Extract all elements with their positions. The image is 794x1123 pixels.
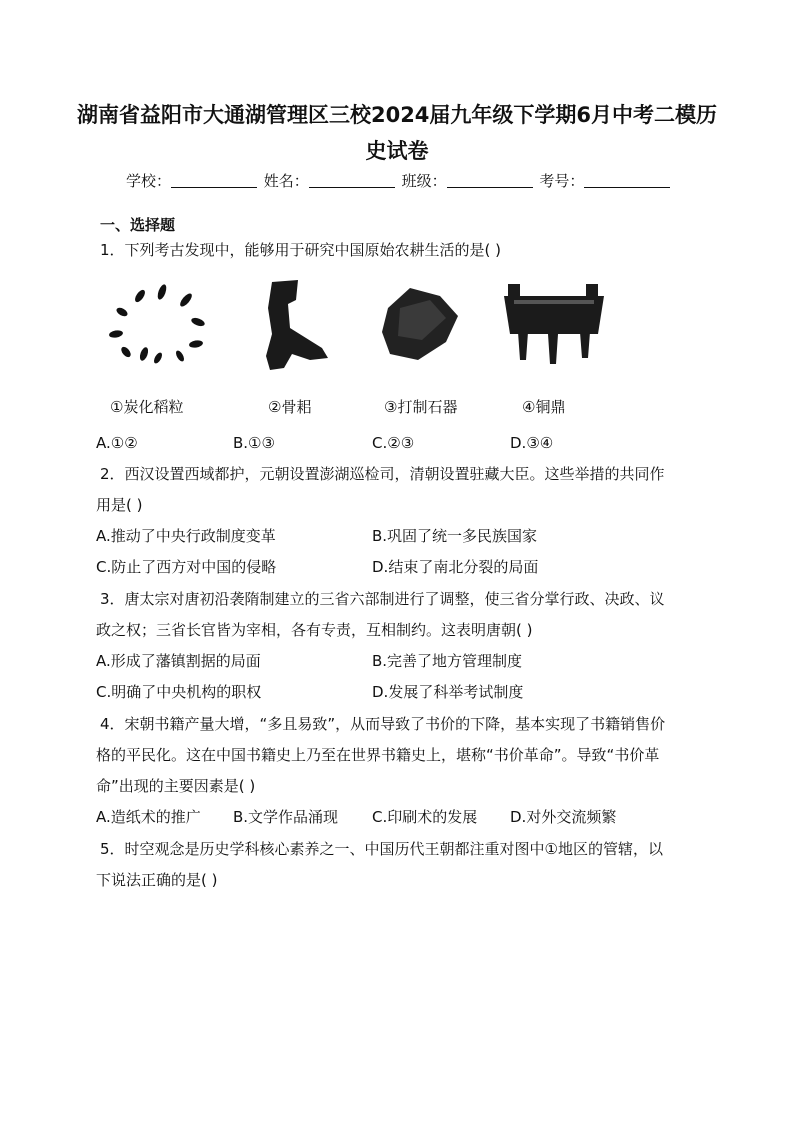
field-number-blank[interactable] (584, 173, 670, 188)
q2-option-c[interactable]: C.防止了西方对中国的侵略 (96, 558, 277, 576)
page-title-line2: 史试卷 (365, 139, 429, 163)
carbonized-rice-icon (108, 283, 205, 364)
q1-option-b[interactable]: B.①③ (233, 434, 275, 452)
q4-stem-line1: 4．宋朝书籍产量大增，“多且易致”，从而导致了书价的下降，基本实现了书籍销售价 (100, 715, 666, 733)
q2-stem-line2: 用是( ) (96, 496, 143, 514)
q1-caption-4: ④铜鼎 (522, 398, 566, 416)
q2-option-d[interactable]: D.结束了南北分裂的局面 (372, 558, 539, 576)
bone-plough-icon (266, 280, 328, 370)
q2-option-a[interactable]: A.推动了中央行政制度变革 (96, 527, 276, 545)
page-title-line1: 湖南省益阳市大通湖管理区三校2024届九年级下学期6月中考二模历 (76, 103, 718, 127)
field-number-label: 考号： (539, 172, 585, 190)
q4-option-d[interactable]: D.对外交流频繁 (510, 808, 617, 826)
q2-stem-line1: 2．西汉设置西域都护，元朝设置澎湖巡检司，清朝设置驻藏大臣。这些举措的共同作 (100, 465, 665, 483)
stone-tool-icon (382, 288, 458, 360)
field-name-blank[interactable] (309, 173, 395, 188)
field-class-blank[interactable] (447, 173, 533, 188)
q3-option-a[interactable]: A.形成了藩镇割据的局面 (96, 652, 261, 670)
q1-option-a[interactable]: A.①② (96, 434, 138, 452)
field-school-blank[interactable] (171, 173, 257, 188)
student-info-row (126, 170, 672, 191)
q2-option-b[interactable]: B.巩固了统一多民族国家 (372, 527, 538, 545)
q3-option-b[interactable]: B.完善了地方管理制度 (372, 652, 523, 670)
field-name-label: 姓名： (263, 172, 309, 190)
section-heading: 一、选择题 (100, 216, 176, 234)
bronze-ding-icon (504, 284, 604, 364)
q5-stem-line2: 下说法正确的是( ) (96, 871, 218, 889)
q3-stem-line2: 政之权；三省长官皆为宰相，各有专责，互相制约。这表明唐朝( ) (96, 621, 533, 639)
field-class-label: 班级： (401, 172, 447, 190)
q1-option-c[interactable]: C.②③ (372, 434, 415, 452)
q1-caption-2: ②骨耜 (268, 398, 312, 416)
q4-option-b[interactable]: B.文学作品涌现 (233, 808, 339, 826)
q1-stem: 1．下列考古发现中，能够用于研究中国原始农耕生活的是( ) (100, 241, 502, 259)
q1-caption-3: ③打制石器 (384, 398, 458, 416)
q1-option-d[interactable]: D.③④ (510, 434, 554, 452)
q4-stem-line3: 命”出现的主要因素是( ) (96, 777, 256, 795)
q4-option-a[interactable]: A.造纸术的推广 (96, 808, 201, 826)
field-school-label: 学校： (126, 172, 172, 190)
q3-option-d[interactable]: D.发展了科举考试制度 (372, 683, 524, 701)
q4-stem-line2: 格的平民化。这在中国书籍史上乃至在世界书籍史上，堪称“书价革命”。导致“书价革 (96, 746, 660, 764)
q1-caption-1: ①炭化稻粒 (110, 398, 184, 416)
q4-option-c[interactable]: C.印刷术的发展 (372, 808, 478, 826)
q3-stem-line1: 3．唐太宗对唐初沿袭隋制建立的三省六部制进行了调整，使三省分掌行政、决政、议 (100, 590, 665, 608)
q3-option-c[interactable]: C.明确了中央机构的职权 (96, 683, 262, 701)
q5-stem-line1: 5．时空观念是历史学科核心素养之一、中国历代王朝都注重对图中①地区的管辖，以 (100, 840, 663, 858)
